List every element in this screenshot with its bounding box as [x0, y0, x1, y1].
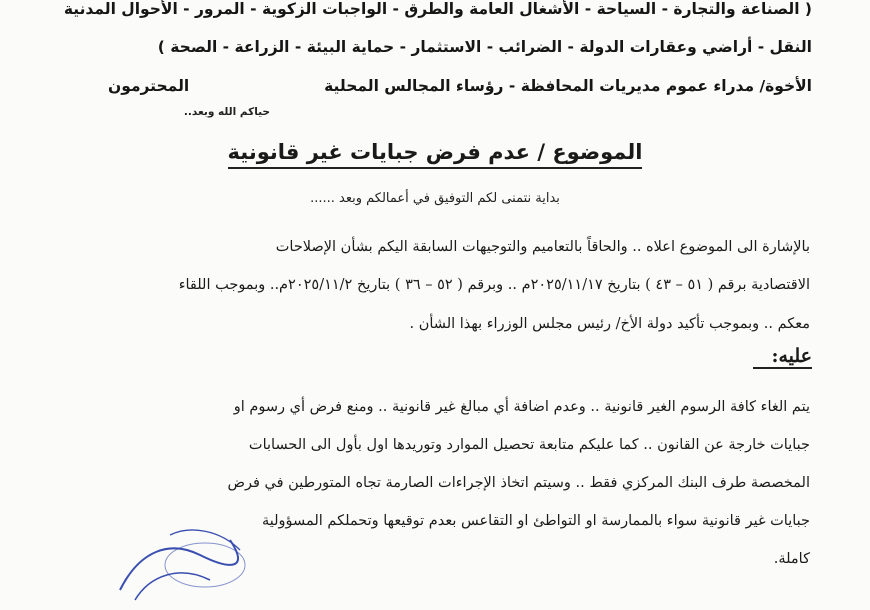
opening-line: بداية نتمنى لكم التوفيق في أعمالكم وبعد ......: [310, 191, 560, 206]
paragraph2-line: جبايات غير قانونية سواء بالممارسة او التواطئ او التقاعس بعدم توقيعها وتحملكم المسؤولية: [261, 513, 810, 529]
header-addressees: الأخوة/ مدراء عموم مديريات المحافظة - رؤساء المجالس المحلية: [324, 77, 812, 95]
header-departments-line-1: ( الصناعة والتجارة - السياحة - الأشغال العامة والطرق - الواجبات الزكوية - المرور - الأحوال المدنية: [63, 0, 812, 18]
header-departments-line-2: النقل - أراضي وعقارات الدولة - الضرائب - الاستثمار - حماية البيئة - الزراعة - الصحة ): [157, 38, 812, 56]
paragraph2-line: جبايات خارجة عن القانون .. كما عليكم متابعة تحصيل الموارد وتوريدها اول بأول الى الحسابات: [248, 437, 810, 453]
paragraph1-line: معكم .. وبموجب تأكيد دولة الأخ/ رئيس مجلس الوزراء بهذا الشأن .: [409, 316, 810, 332]
subject-line: [0, 140, 870, 164]
greeting: حياكم الله وبعد..: [183, 106, 270, 118]
subject-text: الموضوع / عدم فرض جبايات غير قانونية: [228, 140, 643, 169]
paragraph2-line: المخصصة طرف البنك المركزي فقط .. وسيتم اتخاذ الإجراءات الصارمة تجاه المتورطين في فرض: [227, 475, 810, 491]
signature-stamp-icon: [110, 520, 260, 610]
paragraph2-line: يتم الغاء كافة الرسوم الغير قانونية .. وعدم اضافة أي مبالغ غير قانونية .. ومنع فرض أي رسوم او: [233, 399, 810, 415]
header-honorific: المحترمون: [108, 77, 190, 95]
paragraph2-line: كاملة.: [773, 551, 810, 567]
paragraph1-line: بالإشارة الى الموضوع اعلاه .. والحاقاً بالتعاميم والتوجيهات السابقة اليكم بشأن الإصلاحات: [275, 239, 810, 255]
paragraph1-line: الاقتصادية برقم ( ٥١ – ٤٣ ) بتاريخ ٢٠٢٥/١١/١٧م .. وبرقم ( ٥٢ – ٣٦ ) بتاريخ ٢٠٢٥/١١/٢م.. وبموجب اللقاء: [178, 277, 810, 293]
therefore-heading: [753, 345, 812, 367]
therefore-text: عليه:: [753, 345, 812, 369]
